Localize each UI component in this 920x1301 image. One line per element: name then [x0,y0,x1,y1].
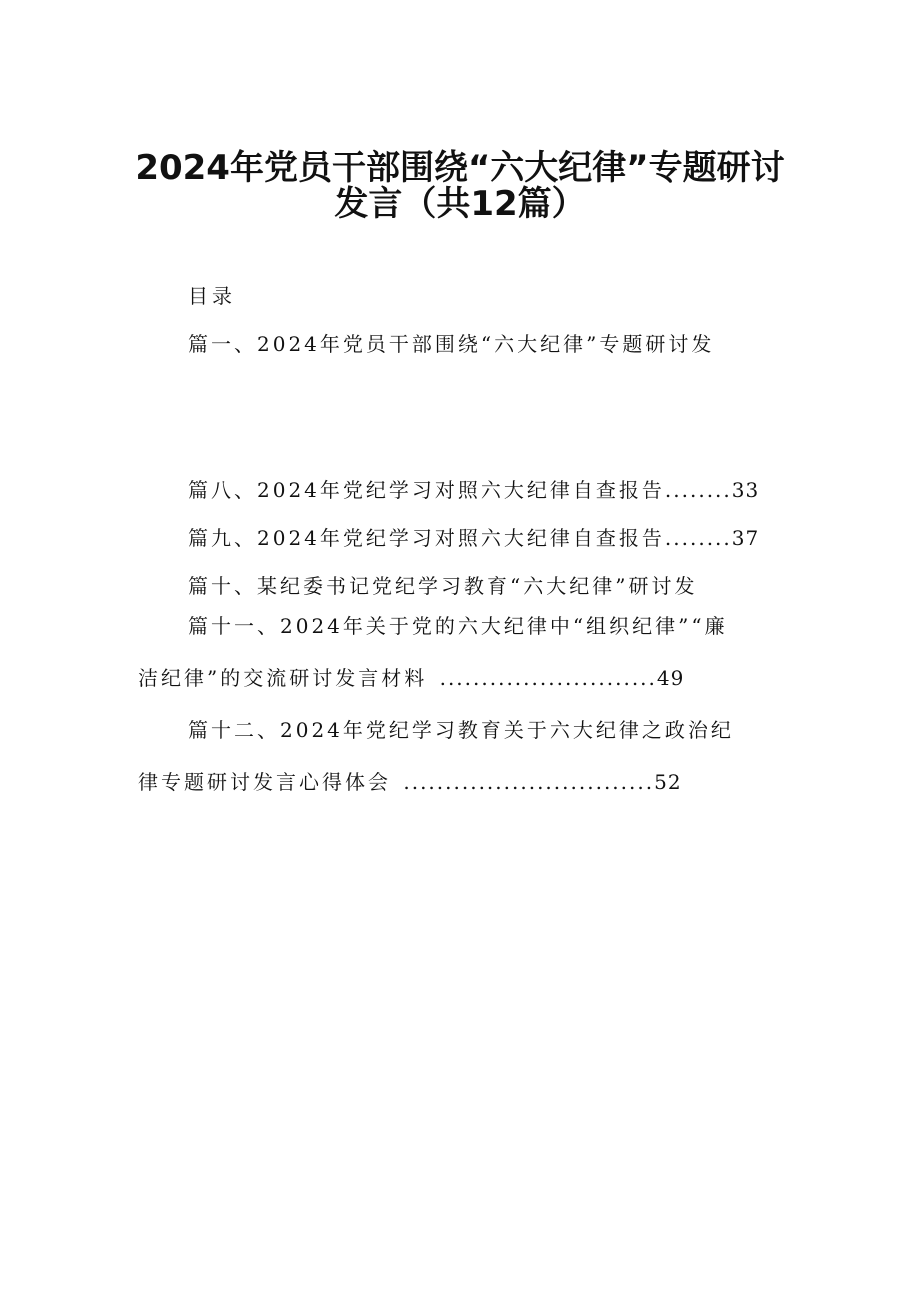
toc-entry-12-line-2[interactable] [138,766,682,795]
toc-heading: 目录 [188,284,236,308]
toc-leader-dots: .............................. [403,770,655,794]
toc-entry-text: 篇九、2024年党纪学习对照六大纪律自查报告 [188,526,665,550]
document-title-line-2: 发言（共12篇） [334,184,586,224]
toc-entry-text: 篇八、2024年党纪学习对照六大纪律自查报告 [188,478,665,502]
toc-entry-text: 洁纪律”的交流研讨发言材料 [138,666,428,690]
toc-entry-9[interactable] [188,522,759,551]
toc-entry-1[interactable] [188,328,714,357]
toc-entry-8[interactable] [188,474,759,503]
toc-page-number: 52 [654,770,682,794]
toc-entry-text: 篇一、2024年党员干部围绕“六大纪律”专题研讨发 [188,332,715,356]
toc-page-number: 33 [731,478,760,502]
toc-entry-text: 篇十一、2024年关于党的六大纪律中“组织纪律”“廉 [188,614,728,638]
toc-entry-10[interactable] [188,570,697,599]
document-title-line-1: 2024年党员干部围绕“六大纪律”专题研讨 [135,148,785,188]
toc-entry-text: 篇十、某纪委书记党纪学习教育“六大纪律”研讨发 [188,574,698,598]
toc-entry-11-line-2[interactable] [138,662,684,691]
toc-entry-text: 律专题研讨发言心得体会 [138,770,391,794]
toc-entry-11-line-1[interactable] [188,610,728,639]
toc-entry-12-line-1[interactable] [188,714,734,743]
toc-page-number: 37 [731,526,760,550]
toc-leader-dots: ........ [664,478,732,502]
toc-leader-dots: .......................... [439,666,657,690]
toc-leader-dots: ........ [664,526,732,550]
toc-page-number: 49 [656,666,685,690]
toc-entry-text: 篇十二、2024年党纪学习教育关于六大纪律之政治纪 [188,718,734,742]
